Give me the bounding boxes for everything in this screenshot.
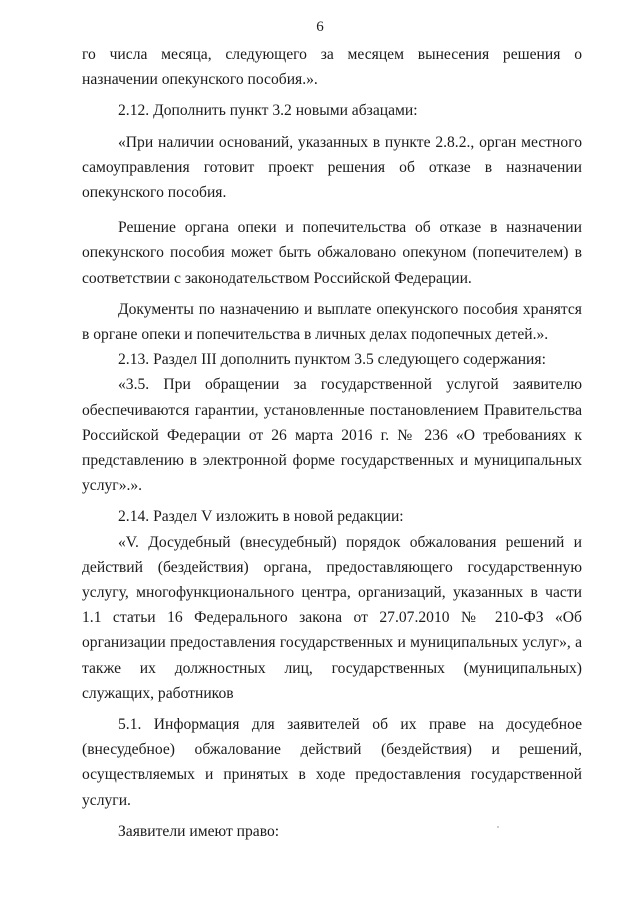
paragraph-item-2-13: 2.13. Раздел III дополнить пунктом 3.5 следующего содержания: bbox=[118, 351, 546, 369]
paragraph-item-2-12: 2.12. Дополнить пункт 3.2 новыми абзацами: bbox=[118, 102, 418, 120]
paragraph-documents-storage: Документы по назначению и выплате опекунского пособия хранятся в органе опеки и попечительства в личных делах подопечных детей.». bbox=[82, 300, 582, 344]
page-number: 6 bbox=[316, 19, 324, 35]
paragraph-applicants-rights: Заявители имеют право: bbox=[118, 822, 280, 840]
paragraph-quote-3-5: «3.5. При обращении за государственной услугой заявителю обеспечиваются гарантии, установленные постановлением Правительства Российской Федерации от 26 марта 2016 г. № 236 «О требованиях к представлению в электронной форме государственных и муниципальных услуг».». bbox=[82, 376, 582, 495]
paragraph-item-2-14: 2.14. Раздел V изложить в новой редакции: bbox=[118, 508, 404, 526]
document-body bbox=[82, 42, 582, 844]
paragraph-section-v-heading: «V. Досудебный (внесудебный) порядок обжалования решений и действий (бездействия) органа, предоставляющего государственную услугу, многофункционального центра, организаций, указанных в части 1.1 статьи 16 Федерального закона от 27.07.2010 № 210-ФЗ «Об организации предоставления государственных и муниципальных услуг», а также их должностных лиц, государственных (муниципальных) служащих, работников bbox=[82, 533, 582, 702]
paragraph-appeal-right: Решение органа опеки и попечительства об отказе в назначении опекунского пособия может быть обжаловано опекуном (попечителем) в соответствии с законодательством Российской Федерации. bbox=[82, 219, 582, 287]
paragraph-item-5-1: 5.1. Информация для заявителей об их праве на досудебное (внесудебное) обжалование действий (бездействия) и решений, осуществляемых и принятых в ходе предоставления государственной услуги. bbox=[82, 716, 582, 809]
paragraph-continuation: го числа месяца, следующего за месяцем вынесения решения о назначении опекунского пособия.». bbox=[82, 46, 582, 89]
paragraph-quote-refusal-grounds: «При наличии оснований, указанных в пункте 2.8.2., орган местного самоуправления готовит проект решения об отказе в назначении опекунского пособия. bbox=[82, 133, 582, 202]
scan-speck bbox=[497, 826, 499, 828]
